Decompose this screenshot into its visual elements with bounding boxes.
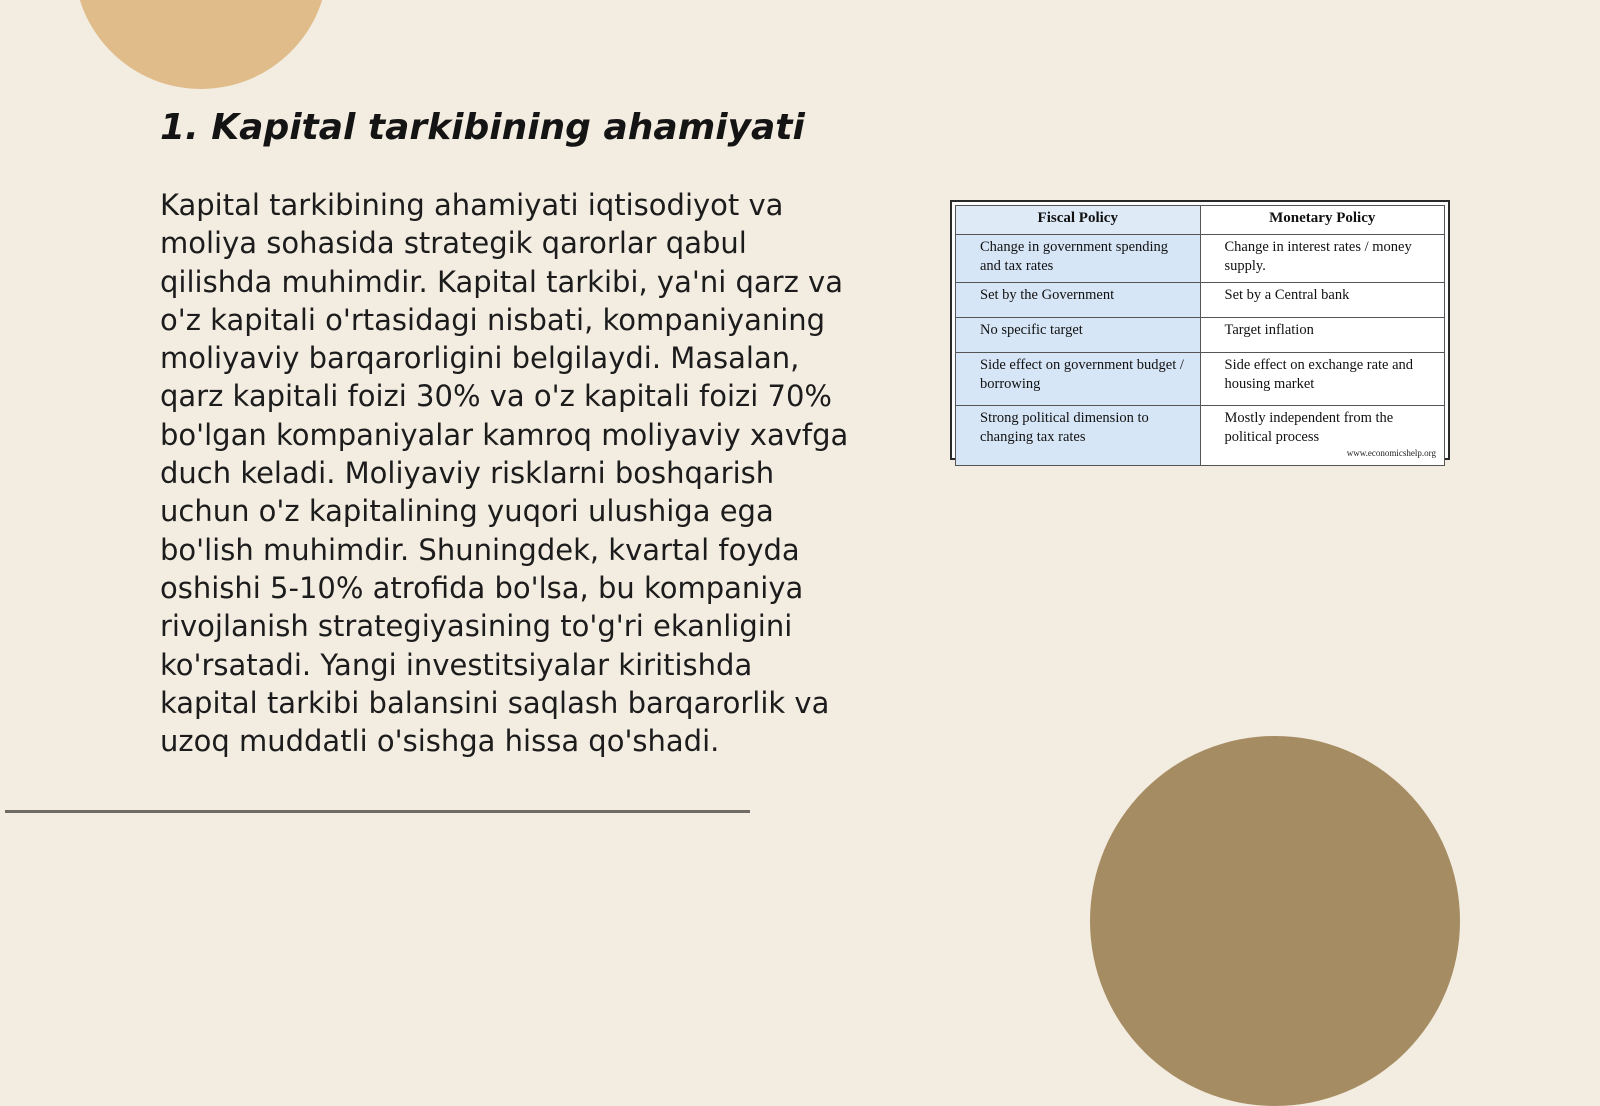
divider-line <box>5 810 750 813</box>
decorative-circle-top <box>74 0 328 89</box>
table-row <box>956 406 1445 466</box>
body-paragraph: Kapital tarkibining ahamiyati iqtisodiyot va moliya sohasida strategik qarorlar qabul qilishda muhimdir. Kapital tarkibi, ya'ni qarz va o'z kapitali o'rtasidagi nisbati, kompaniyaning moliyaviy barqarorligini belgilaydi. Masalan, qarz kapitali foizi 30% va o'z kapitali foizi 70% bo'lgan kompaniyalar kamroq moliyaviy xavfga duch keladi. Moliyaviy risklarni boshqarish uchun o'z kapitalining yuqori ulushiga ega bo'lish muhimdir. Shuningdek, kvartal foyda oshishi 5-10% atrofida bo'lsa, bu kompaniya rivojlanish strategiyasining to'g'ri ekanligini ko'rsatadi. Yangi investitsiyalar kiritishda kapital tarkibi balansini saqlash barqarorlik va uzoq muddatli o'sishga hissa qo'shadi. <box>160 188 849 759</box>
slide-title: 1. Kapital tarkibining ahamiyati <box>160 107 805 148</box>
table-header-row <box>956 206 1445 235</box>
decorative-circle-bottom <box>1090 736 1460 1106</box>
policy-comparison-image <box>950 200 1450 460</box>
source-credit: www.economicshelp.org <box>1346 448 1436 458</box>
table-cell-text: Mostly independent from the political process <box>1224 410 1394 445</box>
table-cell: Side effect on government budget / borrowing <box>956 353 1201 406</box>
table-row <box>956 353 1445 406</box>
header-monetary-policy: Monetary Policy <box>1200 206 1445 235</box>
table-cell <box>1200 406 1445 466</box>
table-row <box>956 283 1445 318</box>
table-cell: Side effect on exchange rate and housing market <box>1200 353 1445 406</box>
table-cell: Change in interest rates / money supply. <box>1200 235 1445 283</box>
header-fiscal-policy: Fiscal Policy <box>956 206 1201 235</box>
table-cell: Set by the Government <box>956 283 1201 318</box>
table-row <box>956 318 1445 353</box>
table-row <box>956 235 1445 283</box>
table-cell: Target inflation <box>1200 318 1445 353</box>
table-cell: Strong political dimension to changing tax rates <box>956 406 1201 466</box>
table-cell: Change in government spending and tax rates <box>956 235 1201 283</box>
table-cell: Set by a Central bank <box>1200 283 1445 318</box>
policy-comparison-table <box>955 205 1445 466</box>
table-cell: No specific target <box>956 318 1201 353</box>
